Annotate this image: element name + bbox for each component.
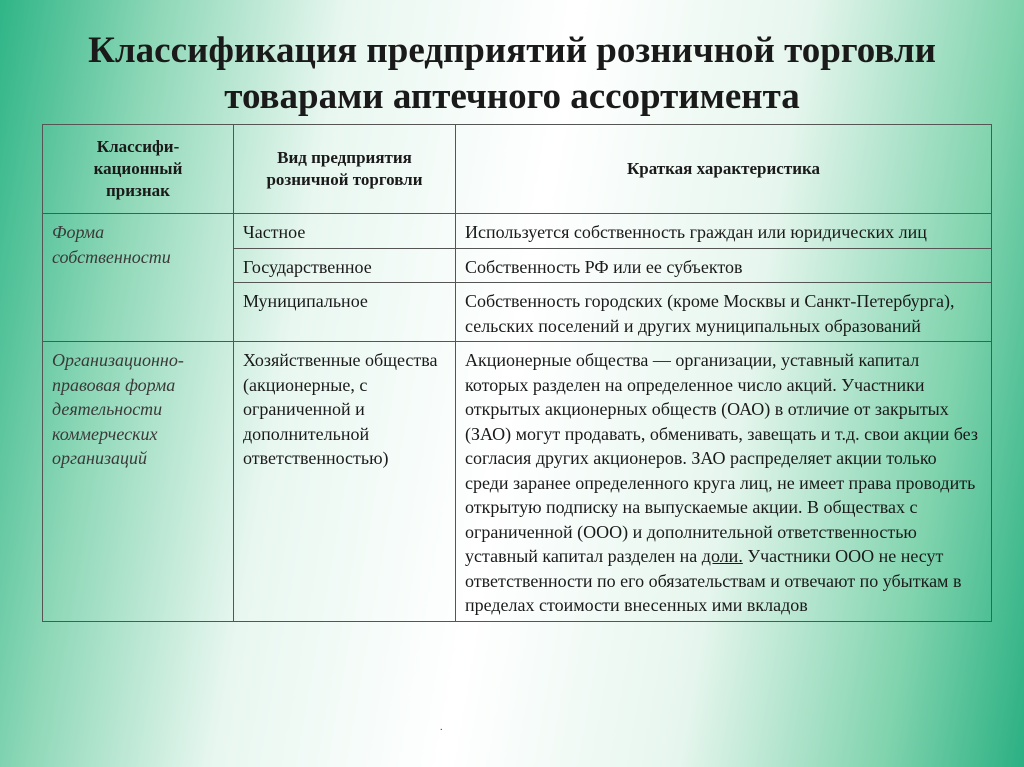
description-text: Акционерные общества — организации, уставный капитал которых разделен на определенное число акций. Участники открытых акционерных обществ (ОАО) в отличие от закрытых (ЗАО) могут продавать, обменивать, завещать и т.д. свои акции без согласия других акционеров. ЗАО распределяет акции только среди заранее определенного круга лиц, не имеет права проводить открытую подписку на выпускаемые акции. В обществах с ограниченной (ООО) и дополнительной ответственностью уставный капитал разделен на xyxy=(465,350,978,566)
description-cell: Используется собственность граждан или юридических лиц xyxy=(456,214,992,249)
description-text: Участники ООО не несут ответственности по его обязательствам и отвечают по убыткам в пределах стоимости внесенных ими вкладов xyxy=(465,546,962,615)
header-criterion: Классифи- кационный признак xyxy=(43,125,234,214)
description-cell: Собственность городских (кроме Москвы и Санкт-Петербурга), сельских поселений и других муниципальных образований xyxy=(456,283,992,342)
slide-title-line-1: Классификация предприятий розничной торговли xyxy=(88,30,936,71)
header-characteristic: Краткая характеристика xyxy=(456,125,992,214)
header-enterprise-type: Вид предприятия розничной торговли xyxy=(234,125,456,214)
shares-link[interactable]: доли. xyxy=(701,546,743,566)
type-cell: Хозяйственные общества (акционерные, с ограниченной и дополнительной ответственностью) xyxy=(234,342,456,622)
criterion-legal-form: Организационно-правовая форма деятельности коммерческих организаций xyxy=(43,342,234,622)
table-row xyxy=(43,214,992,249)
classification-table xyxy=(42,124,992,622)
stray-mark: . xyxy=(440,722,443,733)
type-cell: Муниципальное xyxy=(234,283,456,342)
slide-title xyxy=(0,28,1024,120)
table-row xyxy=(43,342,992,622)
slide-title-line-2: товарами аптечного ассортимента xyxy=(224,76,800,117)
type-cell: Государственное xyxy=(234,248,456,283)
table-header-row xyxy=(43,125,992,214)
criterion-ownership: Форма собственности xyxy=(43,214,234,342)
description-cell: Собственность РФ или ее субъектов xyxy=(456,248,992,283)
type-cell: Частное xyxy=(234,214,456,249)
description-cell xyxy=(456,342,992,622)
